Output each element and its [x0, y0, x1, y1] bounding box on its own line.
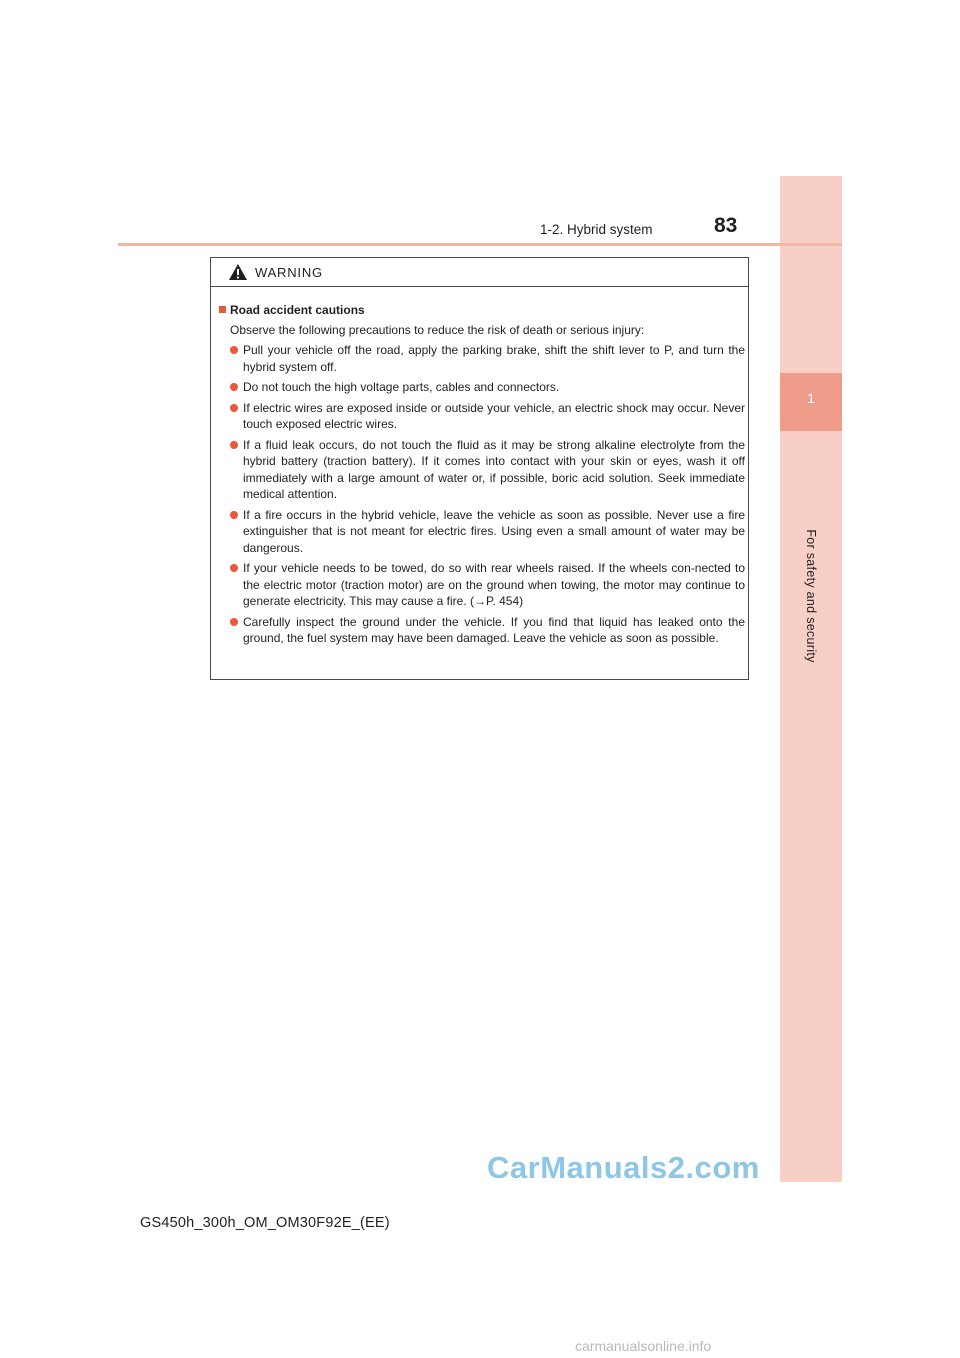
bullet-text: Pull your vehicle off the road, apply the parking brake, shift the shift lever to P, and turn the hybrid system off. [243, 343, 745, 374]
page-number: 83 [714, 214, 738, 237]
bullet-text: If a fluid leak occurs, do not touch the fluid as it may be strong alkaline electrolyte from the hybrid battery (traction battery). If it comes into contact with your skin or eyes, wash it off immediately with a large amount of water or, if possible, boric acid solution. Seek immediate medical attention. [243, 437, 745, 501]
bullet-text: If electric wires are exposed inside or outside your vehicle, an electric shock may occur. Never touch exposed electric wires. [243, 400, 745, 431]
bullet-item [219, 379, 745, 396]
section-title: 1-2. Hybrid system [540, 222, 653, 237]
bullet-text: If a fire occurs in the hybrid vehicle, leave the vehicle as soon as possible. Never use a fire extinguisher that is not meant for electric fires. Using even a small amount of water may be dangerous. [243, 507, 745, 555]
chapter-number: 1 [807, 390, 815, 406]
bullet-item [219, 614, 745, 647]
warning-label: WARNING [255, 265, 323, 280]
bullet-item [219, 437, 745, 503]
bullet-text: If your vehicle needs to be towed, do so with rear wheels raised. If the wheels con-nected to the electric motor (traction motor) are on the ground when towing, the motor may continue to generate electricity. This may cause a fire. (→P. 454) [243, 561, 745, 608]
warning-content [219, 302, 745, 651]
circle-bullet-icon [230, 404, 238, 412]
chapter-title: For safety and security [804, 529, 818, 663]
bullet-item [219, 560, 745, 610]
circle-bullet-icon [230, 511, 238, 519]
document-code: GS450h_300h_OM_OM30F92E_(EE) [140, 1215, 390, 1231]
circle-bullet-icon [230, 441, 238, 449]
chapter-side-tab [780, 176, 842, 1182]
warning-intro: Observe the following precautions to reduce the risk of death or serious injury: [230, 322, 645, 337]
circle-bullet-icon [230, 383, 238, 391]
circle-bullet-icon [230, 564, 238, 572]
bullet-item [219, 400, 745, 433]
warning-header [211, 258, 748, 287]
watermark-footer: carmanualsonline.info [575, 1338, 712, 1354]
subheading-text: Road accident cautions [230, 303, 365, 317]
bullet-item [219, 507, 745, 557]
warning-triangle-icon [228, 263, 248, 281]
warning-box [210, 257, 749, 680]
circle-bullet-icon [230, 346, 238, 354]
circle-bullet-icon [230, 618, 238, 626]
square-bullet-icon [219, 306, 226, 313]
bullet-text: Do not touch the high voltage parts, cables and connectors. [243, 380, 560, 394]
bullet-text: Carefully inspect the ground under the vehicle. If you find that liquid has leaked onto the ground, the fuel system may have been damaged. Leave the vehicle as soon as possible. [243, 614, 745, 645]
header-divider [118, 243, 842, 246]
watermark-logo: CarManuals2.com [487, 1150, 760, 1185]
warning-subheading [219, 302, 745, 319]
bullet-item [219, 342, 745, 375]
